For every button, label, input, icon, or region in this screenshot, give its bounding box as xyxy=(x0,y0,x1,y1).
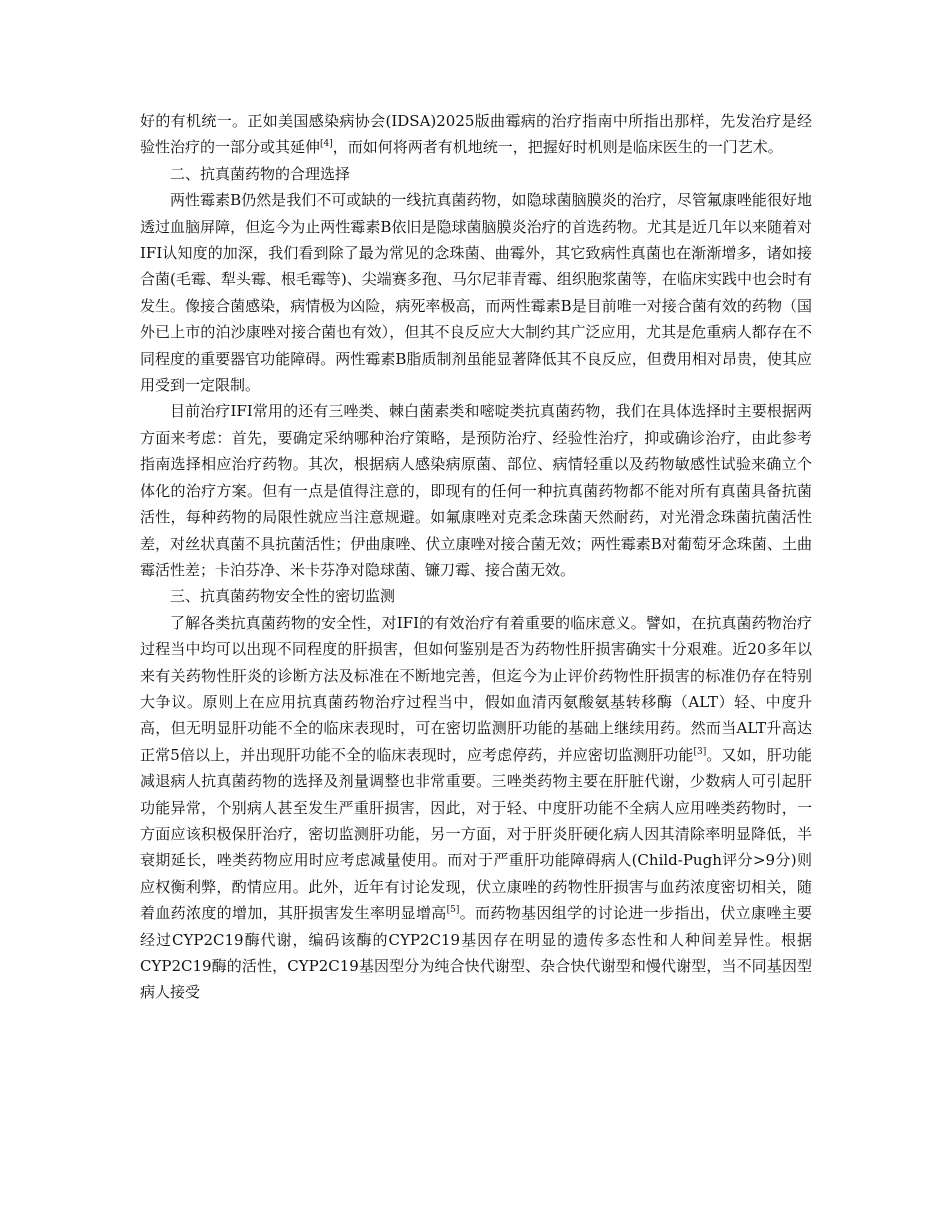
citation-ref-5: [5] xyxy=(446,905,460,916)
text-run: ，而如何将两者有机地统一，把握好时机则是临床医生的一门艺术。 xyxy=(332,138,783,157)
document-page xyxy=(140,108,812,1006)
citation-ref-3: [3] xyxy=(693,746,707,757)
heading-text: 三、抗真菌药物安全性的密切监测 xyxy=(170,587,396,606)
text-run: 了解各类抗真菌药物的安全性，对IFI的有效治疗有着重要的临床意义。譬如，在抗真菌药物治疗过程当中均可以出现不同程度的肝损害，但如何鉴别是否为药物性肝损害确实十分艰难。近20多年以来有关药物性肝炎的诊断方法及标准在不断地完善，但迄今为止评价药物性肝损害的标准仍存在特别大争议。原则上在应用抗真菌药物治疗过程当中，假如血清丙氨酸氨基转移酶（ALT）轻、中度升高，但无明显肝功能不全的临床表现时，可在密切监测肝功能的基础上继续用药。然而当ALT升高达正常5倍以上，并出现肝功能不全的临床表现时，应考虑停药，并应密切监测肝功能 xyxy=(140,613,812,764)
paragraph-amphotericin xyxy=(140,187,812,398)
text-run: 好的有机统一。正如美国感染病协会(IDSA)2025版曲霉病的治疗指南中所指出那样，先发治疗是经验性治疗的一部分或其延伸 xyxy=(140,112,812,157)
section-heading-3 xyxy=(140,583,812,609)
text-run: 两性霉素B仍然是我们不可或缺的一线抗真菌药物，如隐球菌脑膜炎的治疗，尽管氟康唑能很好地透过血脑屏障，但迄今为止两性霉素B依旧是隐球菌脑膜炎治疗的首选药物。尤其是近几年以来随着对IFI认知度的加深，我们看到除了最为常见的念珠菌、曲霉外，其它致病性真菌也在渐渐增多，诸如接合菌(毛霉、犁头霉、根毛霉等)、尖端赛多孢、马尔尼菲青霉、组织胞浆菌等，在临床实践中也会时有发生。像接合菌感染，病情极为凶险，病死率极高，而两性霉素B是目前唯一对接合菌有效的药物（国外已上市的泊沙康唑对接合菌也有效），但其不良反应大大制约其广泛应用，尤其是危重病人都存在不同程度的重要器官功能障碍。两性霉素B脂质制剂虽能显著降低其不良反应，但费用相对昂贵，使其应用受到一定限制。 xyxy=(140,191,812,395)
heading-text: 二、抗真菌药物的合理选择 xyxy=(170,164,351,183)
text-run: 目前治疗IFI常用的还有三唑类、棘白菌素类和嘧啶类抗真菌药物，我们在具体选择时主要根据两方面来考虑：首先，要确定采纳哪种治疗策略，是预防治疗、经验性治疗，抑或确诊治疗，由此参考指南选择相应治疗药物。其次，根据病人感染病原菌、部位、病情轻重以及药物敏感性试验来确立个体化的治疗方案。但有一点是值得注意的，即现有的任何一种抗真菌药物都不能对所有真菌具备抗菌活性，每种药物的局限性就应当注意规避。如氟康唑对克柔念珠菌天然耐药，对光滑念珠菌抗菌活性差，对丝状真菌不具抗菌活性；伊曲康唑、伏立康唑对接合菌无效；两性霉素B对葡萄牙念珠菌、土曲霉活性差；卡泊芬净、米卡芬净对隐球菌、镰刀霉、接合菌无效。 xyxy=(140,402,812,579)
paragraph-continuation xyxy=(140,108,812,161)
citation-ref-4: [4] xyxy=(320,139,333,150)
text-run: 。又如，肝功能减退病人抗真菌药物的选择及剂量调整也非常重要。三唑类药物主要在肝脏代谢，少数病人可引起肝功能异常，个别病人甚至发生严重肝损害，因此，对于轻、中度肝功能不全病人应用唑类药物时，一方面应该积极保肝治疗，密切监测肝功能，另一方面，对于肝炎肝硬化病人因其清除率明显降低，半衰期延长，唑类药物应用时应考虑减量使用。而对于严重肝功能障碍病人(Child-Pugh评分>9分)则应权衡利弊，酌情应用。此外，近年有讨论发现，伏立康唑的药物性肝损害与血药浓度密切相关，随着血药浓度的增加，其肝损害发生率明显增高 xyxy=(140,745,812,923)
section-heading-2 xyxy=(140,161,812,187)
paragraph-safety-monitoring xyxy=(140,610,812,1006)
paragraph-drug-selection xyxy=(140,398,812,583)
text-run: 。而药物基因组学的讨论进一步指出，伏立康唑主要经过CYP2C19酶代谢，编码该酶的CYP2C19基因存在明显的遗传多态性和人种间差异性。根据CYP2C19酶的活性，CYP2C19基因型分为纯合快代谢型、杂合快代谢型和慢代谢型，当不同基因型病人接受 xyxy=(140,904,812,1002)
